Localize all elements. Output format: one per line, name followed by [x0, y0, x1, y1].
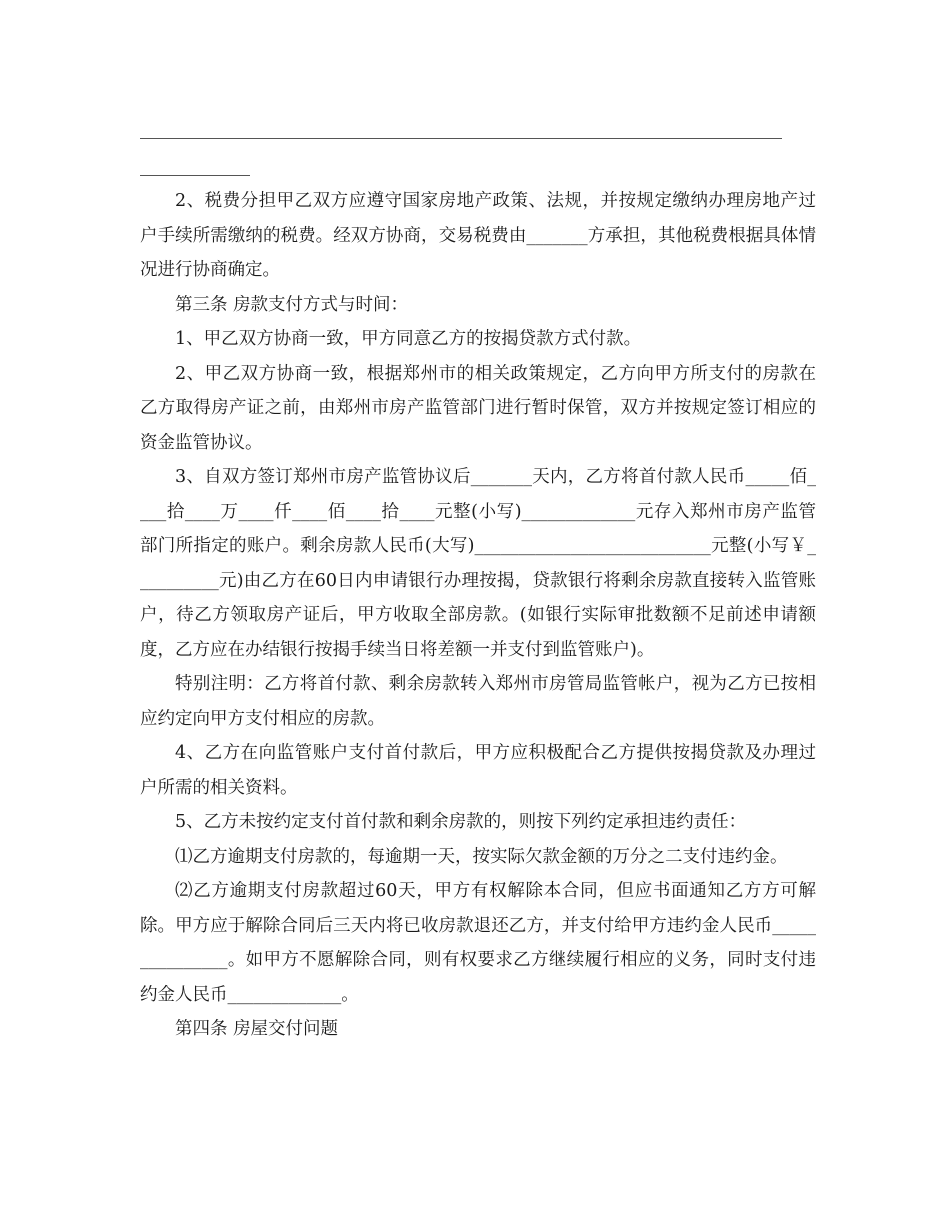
paragraph-mortgage-payment: 1、甲乙双方协商一致，甲方同意乙方的按揭贷款方式付款。	[175, 329, 642, 349]
paragraph-default-liability: 5、乙方未按约定支付首付款和剩余房款的，则按下列约定承担违约责任：	[175, 812, 747, 832]
fill-in-line	[140, 138, 782, 139]
paragraph-late-payment-penalty: ⑴乙方逾期支付房款的，每逾期一天，按实际欠款金额的万分之二支付违约金。	[175, 846, 788, 867]
paragraph-tax-sharing: 2、税费分担甲乙双方应遵守国家房地产政策、法规，并按规定缴纳办理房地产过户手续所需缴纳的税费。经双方协商，交易税费由_______方承担，其他税费根据具体情况进行协商确定。	[140, 191, 816, 280]
article-3-heading: 第三条 房款支付方式与时间：	[175, 294, 409, 315]
article-4-heading: 第四条 房屋交付问题	[175, 1019, 339, 1039]
paragraph-loan-materials: 4、乙方在向监管账户支付首付款后，甲方应积极配合乙方提供按揭贷款及办理过户所需的相关资料。	[140, 743, 816, 798]
fill-in-line-continuation	[140, 175, 250, 176]
paragraph-fund-supervision: 2、甲乙双方协商一致，根据郑州市的相关政策规定，乙方向甲方所支付的房款在乙方取得房产证之前，由郑州市房产监管部门进行暂时保管，双方并按规定签订相应的资金监管协议。	[140, 363, 816, 453]
document-body	[140, 184, 816, 1047]
paragraph-contract-termination: ⑵乙方逾期支付房款超过60天，甲方有权解除本合同，但应书面通知乙方方可解除。甲方应于解除合同后三天内将已收房款退还乙方，并支付给甲方违约金人民币_______________。如甲方不愿解除合同，则有权要求乙方继续履行相应的义务，同时支付违约金人民币_____________。	[140, 881, 816, 1005]
paragraph-down-payment: 3、自双方签订郑州市房产监管协议后_______天内，乙方将首付款人民币_____佰____拾____万____仟____佰____拾____元整(小写)_____________元存入郑州市房产监管部门所指定的账户。剩余房款人民币(大写)___________________________元整(小写￥__________元)由乙方在60日内申请银行办理按揭，贷款银行将剩余房款直接转入监管账户，待乙方领取房产证后，甲方收取全部房款。(如银行实际审批数额不足前述申请额度，乙方应在办结银行按揭手续当日将差额一并支付到监管账户)。	[140, 467, 816, 660]
paragraph-special-note: 特别注明：乙方将首付款、剩余房款转入郑州市房管局监管帐户，视为乙方已按相应约定向甲方支付相应的房款。	[140, 674, 816, 729]
